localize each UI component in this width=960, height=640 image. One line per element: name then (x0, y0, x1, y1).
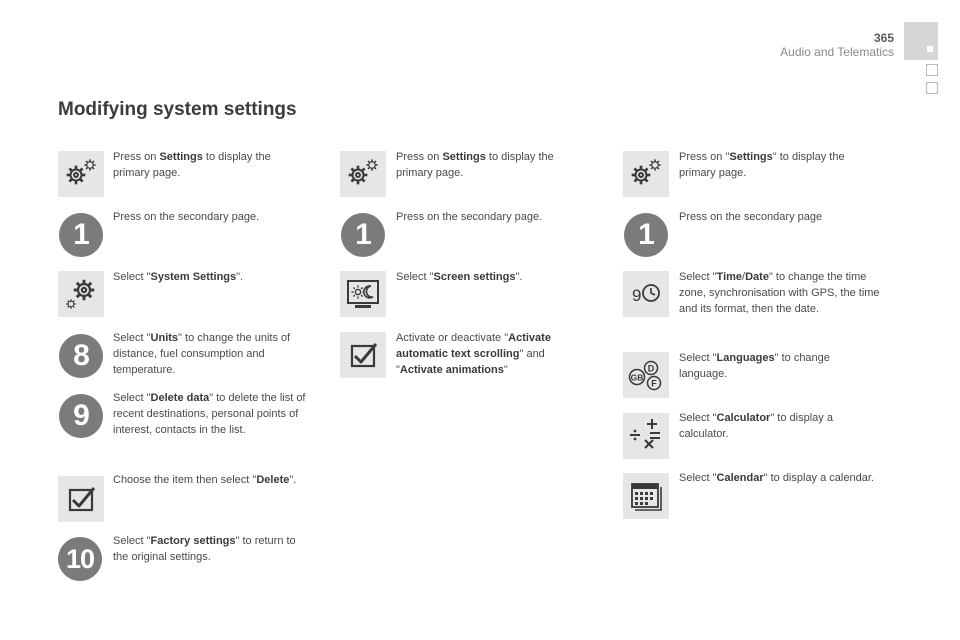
instruction-text: Select "Calculator" to display a calculator. (679, 412, 833, 440)
step-number-1: 1 (341, 213, 385, 257)
step-number-1: 1 (59, 213, 103, 257)
checkbox-tick-icon (340, 332, 386, 378)
step-number-9: 9 (59, 394, 103, 438)
instruction-text: Press on Settings to display the primary page. (396, 151, 554, 179)
instruction-text: Press on "Settings" to display the primary page. (679, 151, 845, 179)
clock-date-icon (623, 271, 669, 317)
instruction-text: Select "System Settings". (113, 271, 244, 283)
section-title: Audio and Telematics (780, 45, 894, 59)
calculator-icon (623, 413, 669, 459)
page-number: 365 (873, 31, 894, 45)
language-badge-f: F (651, 378, 657, 389)
instruction-text: Press on the secondary page. (396, 211, 543, 223)
checkbox-tick-icon (58, 476, 104, 522)
instruction-text: Select "Factory settings" to return to the original settings. (113, 535, 296, 563)
system-settings-icon (58, 271, 104, 317)
instruction-text: Press on Settings to display the primary page. (113, 151, 271, 179)
step-number-8: 8 (59, 334, 103, 378)
settings-gears-icon (623, 151, 669, 197)
instruction-text: Select "Calendar" to display a calendar. (679, 472, 874, 484)
chapter-tab (904, 22, 938, 60)
language-flags-icon (623, 352, 669, 398)
page-title: Modifying system settings (58, 99, 297, 120)
screen-brightness-icon (340, 271, 386, 317)
svg-text:9: 9 (632, 286, 642, 305)
instruction-text: Press on the secondary page (679, 211, 823, 223)
settings-gears-icon (340, 151, 386, 197)
instruction-text: Select "Time/Date" to change the time zone, synchronisation with GPS, the time and its format, then the date. (679, 271, 880, 315)
chapter-tab-marker (927, 46, 933, 52)
instruction-text: Select "Languages" to change language. (679, 352, 830, 380)
step-number-1: 1 (624, 213, 668, 257)
chapter-box-icon (926, 64, 938, 76)
instruction-text: Select "Delete data" to delete the list of recent destinations, personal points of interest, contacts in the list. (113, 392, 306, 436)
chapter-box-icon (926, 82, 938, 94)
language-badge-gb: GB (630, 372, 644, 383)
calendar-icon (623, 473, 669, 519)
step-number-10: 10 (58, 537, 102, 581)
instruction-text: Select "Screen settings". (396, 271, 523, 283)
language-badge-d: D (647, 363, 655, 374)
instruction-text: Choose the item then select "Delete". (113, 474, 297, 486)
instruction-text: Activate or deactivate "Activate automatic text scrolling" and "Activate animations" (396, 332, 551, 376)
settings-gears-icon (58, 151, 104, 197)
instruction-text: Press on the secondary page. (113, 211, 260, 223)
instruction-text: Select "Units" to change the units of distance, fuel consumption and temperature. (113, 332, 291, 376)
